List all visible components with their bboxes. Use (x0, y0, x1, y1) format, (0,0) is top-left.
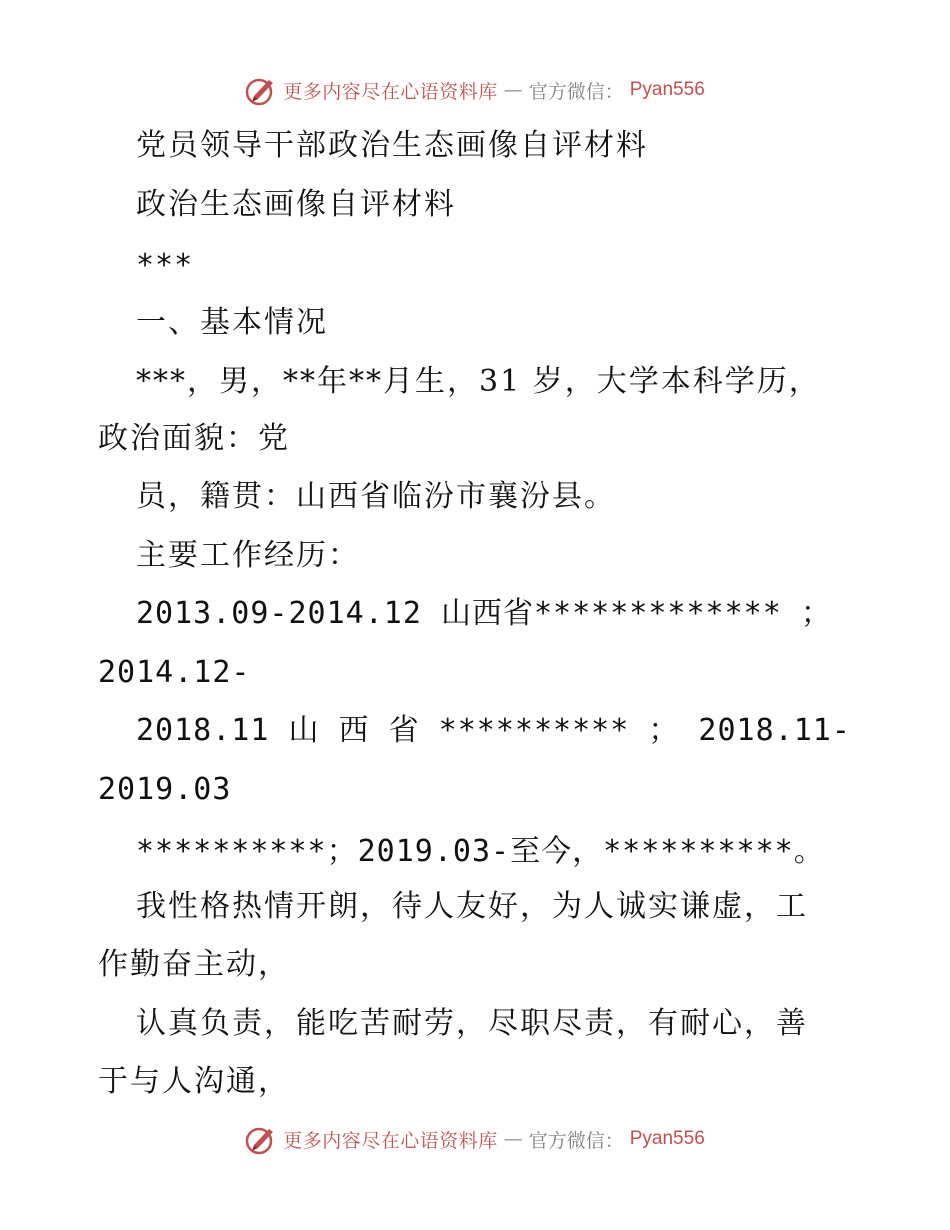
watermark-separator: — (503, 79, 523, 101)
pen-logo-icon (245, 74, 277, 106)
watermark-label: 官方微信： (528, 80, 624, 103)
body-line: 员，籍贯：山西省临汾市襄汾县。 (136, 479, 616, 514)
body-line: 2014.12- (98, 655, 251, 690)
body-line: 作勤奋主动， (98, 947, 290, 982)
body-line: ***，男，**年**月生，31 岁，大学本科学历， (136, 364, 821, 399)
doc-title: 党员领导干部政治生态画像自评材料 (136, 128, 648, 163)
body-line: 我性格热情开朗，待人友好，为人诚实谦虚，工 (136, 889, 808, 924)
body-line: 2019.03 (98, 772, 232, 807)
body-line: 主要工作经历： (136, 538, 360, 573)
header-watermark (0, 74, 950, 106)
body-line: **********；2019.03-至今，**********。 (136, 834, 825, 869)
footer-watermark (0, 1123, 950, 1155)
body-line: 2013.09-2014.12 山西省************* ； (136, 596, 832, 631)
watermark-text: 更多内容尽在心语资料库 (283, 80, 498, 103)
watermark-separator: — (503, 1128, 523, 1150)
section-heading: 一、基本情况 (136, 305, 328, 340)
body-line: 2018.11 山 西 省 ********** ； 2018.11- (136, 713, 851, 748)
body-line: 于与人沟通， (98, 1064, 290, 1099)
doc-subtitle: 政治生态画像自评材料 (136, 187, 456, 222)
pen-logo-icon (245, 1123, 277, 1155)
watermark-id: Pyan556 (629, 1128, 705, 1149)
body-line: 认真负责，能吃苦耐劳，尽职尽责，有耐心，善 (136, 1006, 808, 1041)
watermark-id: Pyan556 (629, 79, 705, 100)
author-name: *** (136, 248, 194, 283)
watermark-label: 官方微信： (528, 1129, 624, 1152)
watermark-text: 更多内容尽在心语资料库 (283, 1129, 498, 1152)
body-line: 政治面貌：党 (98, 421, 290, 456)
